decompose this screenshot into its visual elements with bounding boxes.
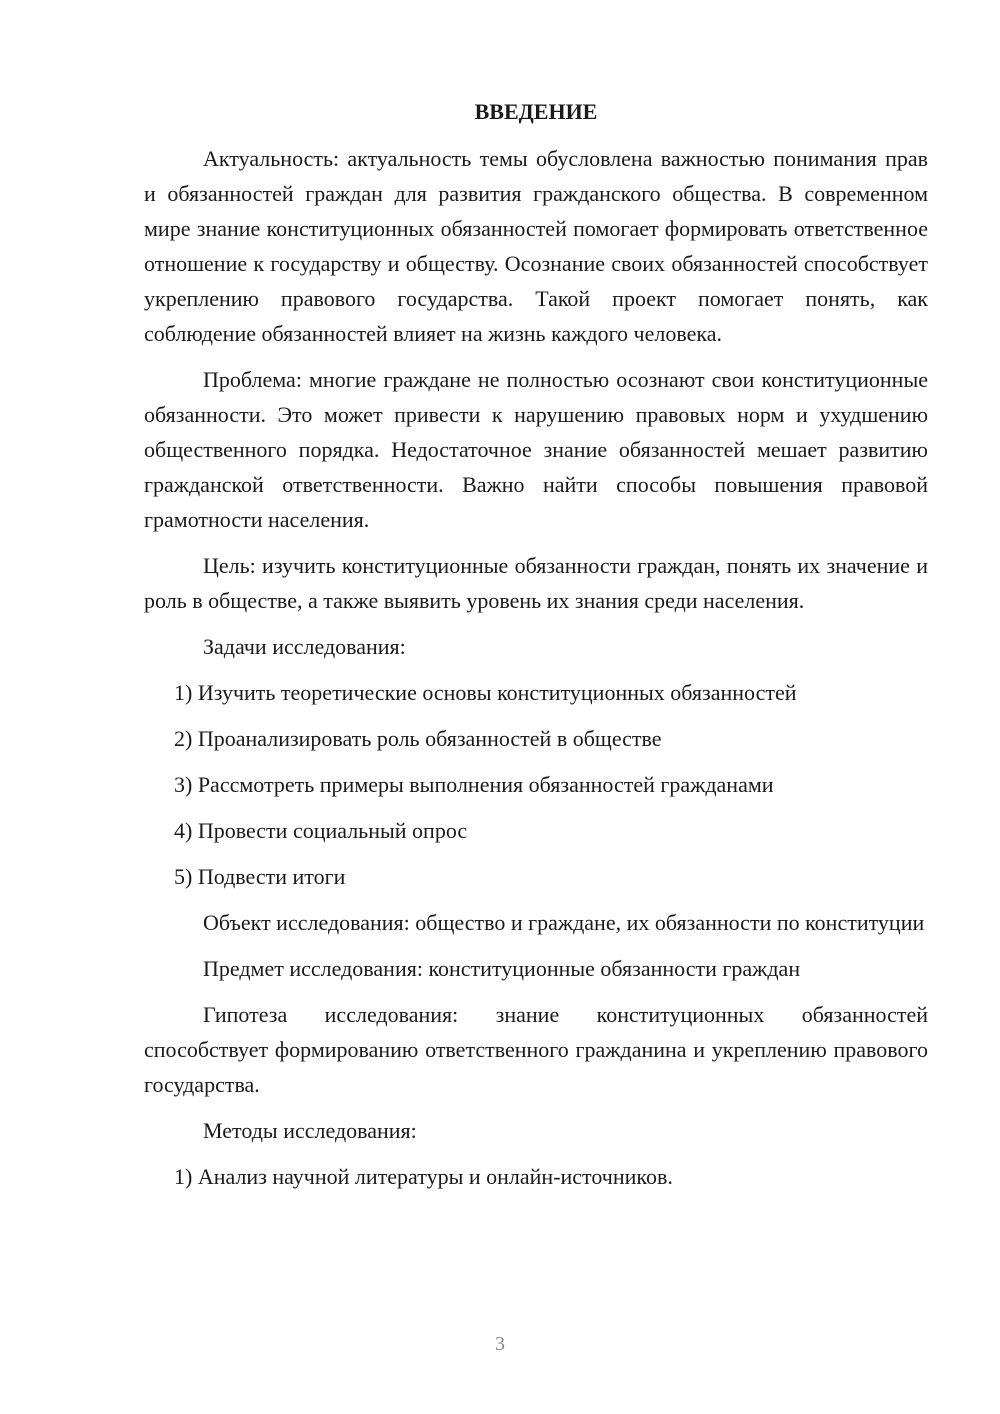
task-item: 2) Проанализировать роль обязанностей в обществе: [174, 726, 662, 751]
page-number: 3: [495, 1333, 505, 1355]
task-item: 4) Провести социальный опрос: [174, 818, 468, 843]
page-title: ВВЕДЕНИЕ: [474, 99, 598, 124]
method-item: 1) Анализ научной литературы и онлайн-источников.: [174, 1164, 673, 1189]
task-item: 5) Подвести итоги: [174, 864, 346, 889]
tasks-heading: Задачи исследования:: [203, 634, 406, 659]
hypothesis-paragraph: Гипотеза исследования: знание конституционных обязанностей способствует формированию ответственного гражданина и укреплению правового государства.: [144, 1002, 928, 1097]
methods-heading: Методы исследования:: [203, 1118, 417, 1143]
relevance-paragraph: Актуальность: актуальность темы обусловлена важностью понимания прав и обязанностей граждан для развития гражданского общества. В современном мире знание конституционных обязанностей помогает формировать ответственное отношение к государству и обществу. Осознание своих обязанностей способствует укреплению правового государства. Такой проект помогает понять, как соблюдение обязанностей влияет на жизнь каждого человека.: [144, 146, 928, 346]
problem-paragraph: Проблема: многие граждане не полностью осознают свои конституционные обязанности. Это может привести к нарушению правовых норм и ухудшению общественного порядка. Недостаточное знание обязанностей мешает развитию гражданской ответственности. Важно найти способы повышения правовой грамотности населения.: [144, 367, 928, 532]
task-item: 3) Рассмотреть примеры выполнения обязанностей гражданами: [174, 772, 774, 797]
subject-paragraph: Предмет исследования: конституционные обязанности граждан: [203, 956, 801, 981]
task-item: 1) Изучить теоретические основы конституционных обязанностей: [174, 680, 797, 705]
document-page: [144, 94, 928, 1194]
object-paragraph: Объект исследования: общество и граждане, их обязанности по конституции: [203, 910, 925, 935]
goal-paragraph: Цель: изучить конституционные обязанности граждан, понять их значение и роль в обществе, а также выявить уровень их знания среди населения.: [144, 553, 928, 613]
